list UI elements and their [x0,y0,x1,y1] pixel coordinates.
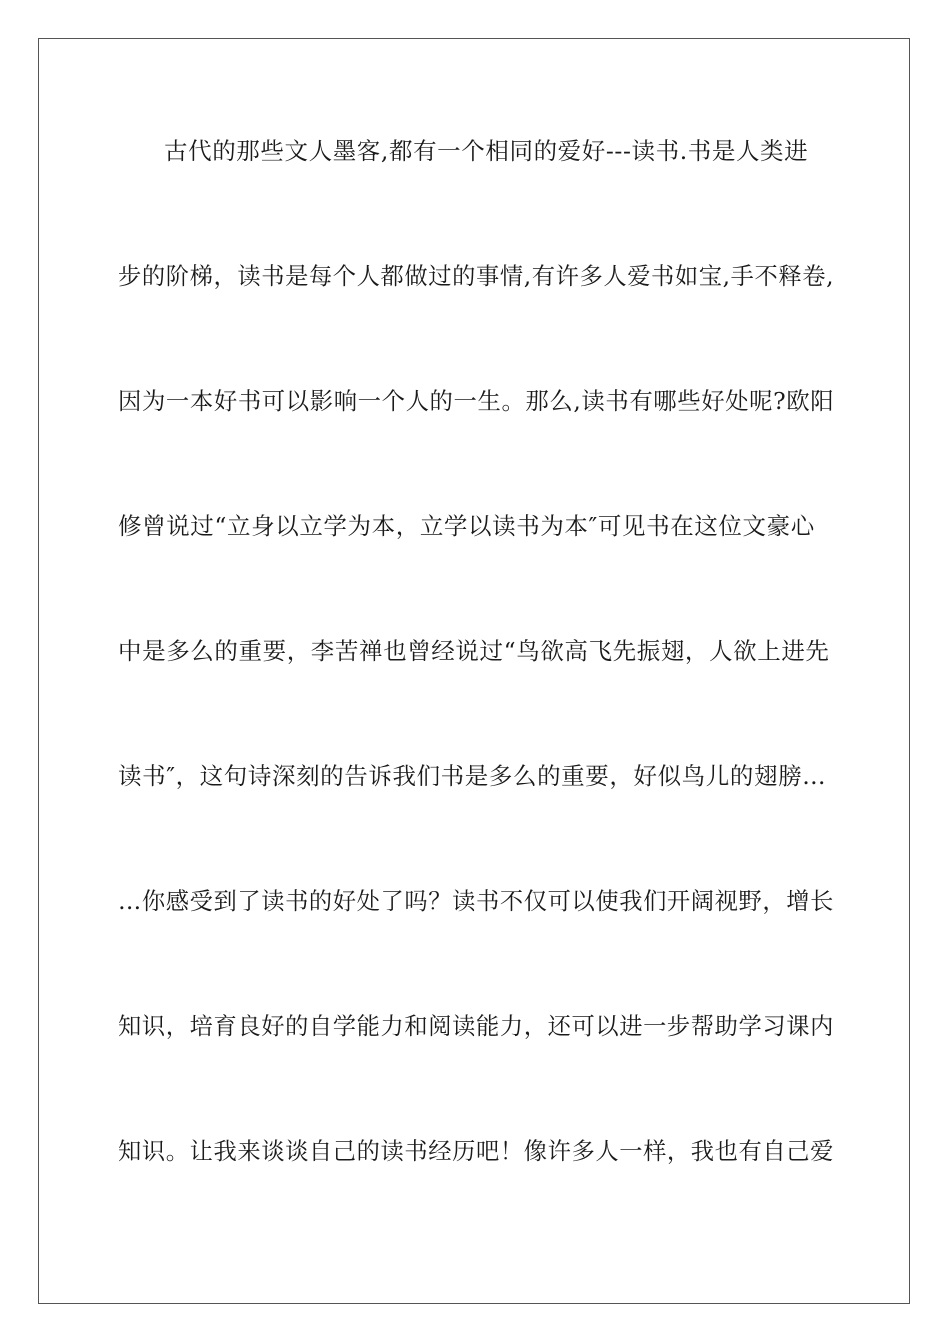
paragraph-line-1: 古代的那些文人墨客,都有一个相同的爱好---读书.书是人类进 [164,137,809,165]
page-border [38,38,910,1304]
paragraph-line-4: 修曾说过“立身以立学为本，立学以读书为本″可见书在这位文豪心 [118,512,815,540]
paragraph-line-5: 中是多么的重要，李苦禅也曾经说过“鸟欲高飞先振翅，人欲上进先 [118,637,830,665]
paragraph-line-7: …你感受到了读书的好处了吗？读书不仅可以使我们开阔视野，增长 [118,887,834,915]
paragraph-line-8: 知识，培育良好的自学能力和阅读能力，还可以进一步帮助学习课内 [118,1012,834,1040]
paragraph-line-6: 读书″，这句诗深刻的告诉我们书是多么的重要，好似鸟儿的翅膀… [118,762,827,790]
paragraph-line-9: 知识。让我来谈谈自己的读书经历吧！像许多人一样，我也有自己爱 [118,1137,834,1165]
paragraph-line-2: 步的阶梯，读书是每个人都做过的事情,有许多人爱书如宝,手不释卷, [118,262,835,290]
paragraph-line-3: 因为一本好书可以影响一个人的一生。那么,读书有哪些好处呢?欧阳 [118,387,835,415]
